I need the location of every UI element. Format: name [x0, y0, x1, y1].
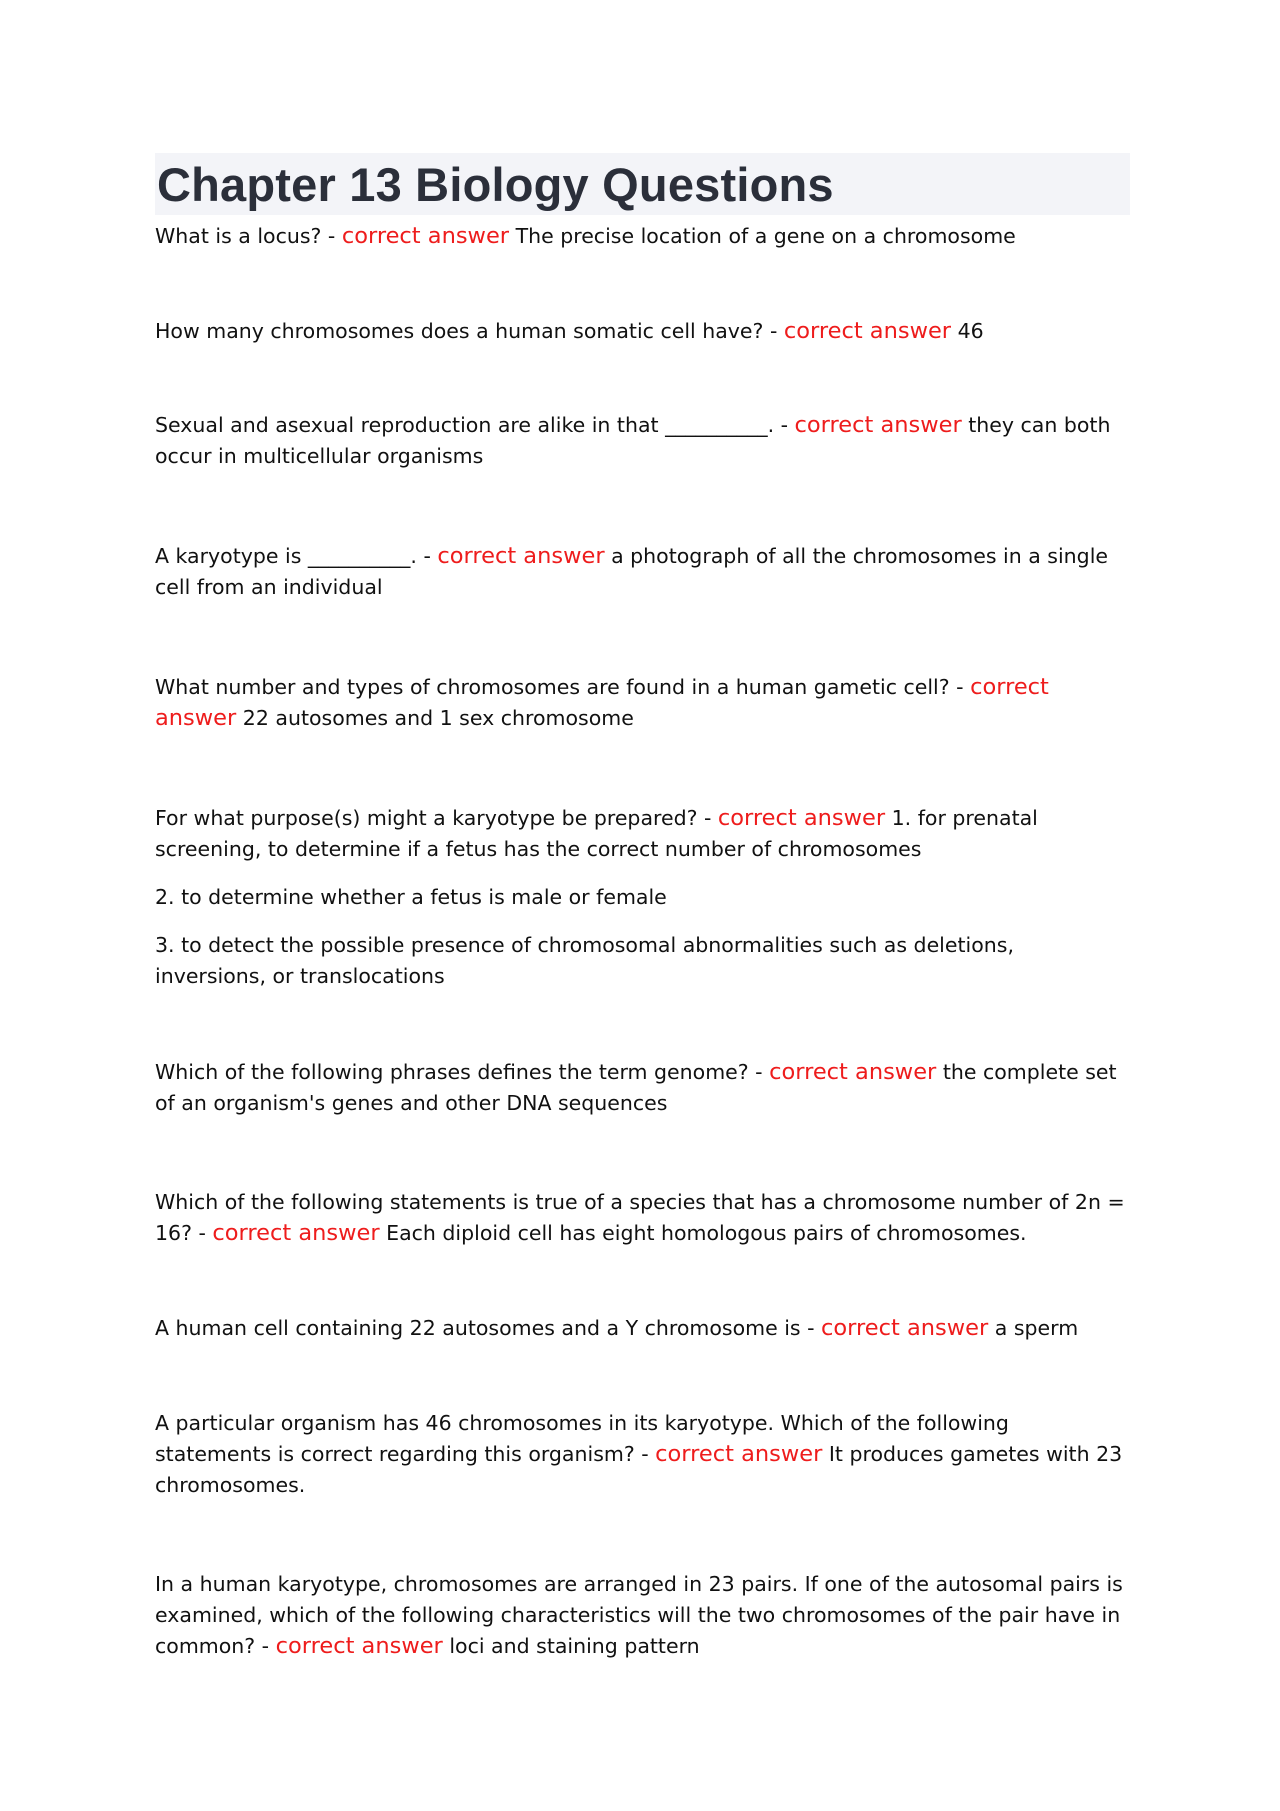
correct-answer-label: correct answer — [155, 674, 1049, 731]
title-bar — [155, 153, 1130, 215]
answer-text: The precise location of a gene on a chromosome — [509, 224, 1016, 248]
qa-item — [155, 541, 1130, 603]
question-text: Which of the following phrases defines the term genome? - — [155, 1060, 770, 1084]
document-page — [155, 153, 1130, 1662]
qa-paragraph — [155, 541, 1130, 603]
qa-paragraph — [155, 1187, 1130, 1249]
answer-text: 22 autosomes and 1 sex chromosome — [236, 706, 634, 730]
qa-paragraph — [155, 1057, 1130, 1119]
qa-paragraph — [155, 316, 1130, 347]
answer-line: 2. to determine whether a fetus is male or female — [155, 885, 667, 909]
question-text: A particular organism has 46 chromosomes in its karyotype. Which of the following statements is correct regarding this organism? - — [155, 1411, 1009, 1466]
qa-item — [155, 1313, 1130, 1344]
correct-answer-label: correct answer — [794, 412, 962, 438]
question-text: Which of the following statements is true of a species that has a chromosome number of 2n = 16? - — [155, 1190, 1125, 1245]
correct-answer-label: correct answer — [341, 223, 510, 249]
question-text: A karyotype is __________. - — [155, 544, 438, 568]
question-text: Sexual and asexual reproduction are alike in that __________. - — [155, 413, 795, 437]
qa-item — [155, 316, 1130, 347]
question-text: In a human karyotype, chromosomes are arranged in 23 pairs. If one of the autosomal pairs is examined, which of the following characteristics will the two chromosomes of the pair have in common? - — [155, 1572, 1123, 1658]
correct-answer-label: correct answer — [783, 318, 952, 344]
correct-answer-label: correct answer — [212, 1220, 380, 1246]
answer-text: the complete set of an organism's genes and other DNA sequences — [155, 1060, 1117, 1115]
question-text: What number and types of chromosomes are found in a human gametic cell? - — [155, 675, 971, 699]
answer-text: 46 — [951, 319, 984, 343]
qa-paragraph — [155, 672, 1130, 734]
qa-item — [155, 1187, 1130, 1249]
qa-item — [155, 410, 1130, 472]
qa-item — [155, 221, 1130, 252]
answer-text: Each diploid cell has eight homologous pairs of chromosomes. — [379, 1221, 1027, 1245]
qa-item — [155, 672, 1130, 734]
qa-paragraph — [155, 1569, 1130, 1662]
qa-paragraph — [155, 803, 1130, 865]
page-title: Chapter 13 Biology Questions — [157, 157, 834, 211]
correct-answer-label: correct answer — [717, 805, 886, 831]
correct-answer-label: correct answer — [275, 1633, 443, 1659]
correct-answer-label: correct answer — [655, 1441, 823, 1467]
answer-line: 3. to detect the possible presence of chromosomal abnormalities such as deletions, inversions, or translocations — [155, 933, 1014, 988]
answer-text: 1. for prenatal screening, to determine if a fetus has the correct number of chromosomes — [155, 806, 1038, 861]
answer-text: a photograph of all the chromosomes in a single cell from an individual — [155, 544, 1108, 599]
qa-paragraph — [155, 410, 1130, 472]
answer-text: loci and staining pattern — [442, 1634, 700, 1658]
question-text: A human cell containing 22 autosomes and a Y chromosome is - — [155, 1316, 822, 1340]
qa-item — [155, 1569, 1130, 1662]
qa-paragraph — [155, 1313, 1130, 1344]
correct-answer-label: correct answer — [769, 1059, 937, 1085]
qa-paragraph — [155, 221, 1130, 252]
correct-answer-label: correct answer — [437, 543, 605, 569]
correct-answer-label: correct answer — [821, 1315, 989, 1341]
answer-text: a sperm — [988, 1316, 1079, 1340]
qa-item — [155, 803, 1130, 992]
qa-paragraph — [155, 1408, 1130, 1501]
answer-text: It produces gametes with 23 chromosomes. — [155, 1442, 1123, 1497]
question-text: How many chromosomes does a human somatic cell have? - — [155, 319, 784, 343]
qa-item — [155, 1408, 1130, 1501]
question-text: For what purpose(s) might a karyotype be prepared? - — [155, 806, 718, 830]
qa-item — [155, 1057, 1130, 1119]
answer-text: they can both occur in multicellular organisms — [155, 413, 1111, 468]
question-text: What is a locus? - — [155, 224, 342, 248]
